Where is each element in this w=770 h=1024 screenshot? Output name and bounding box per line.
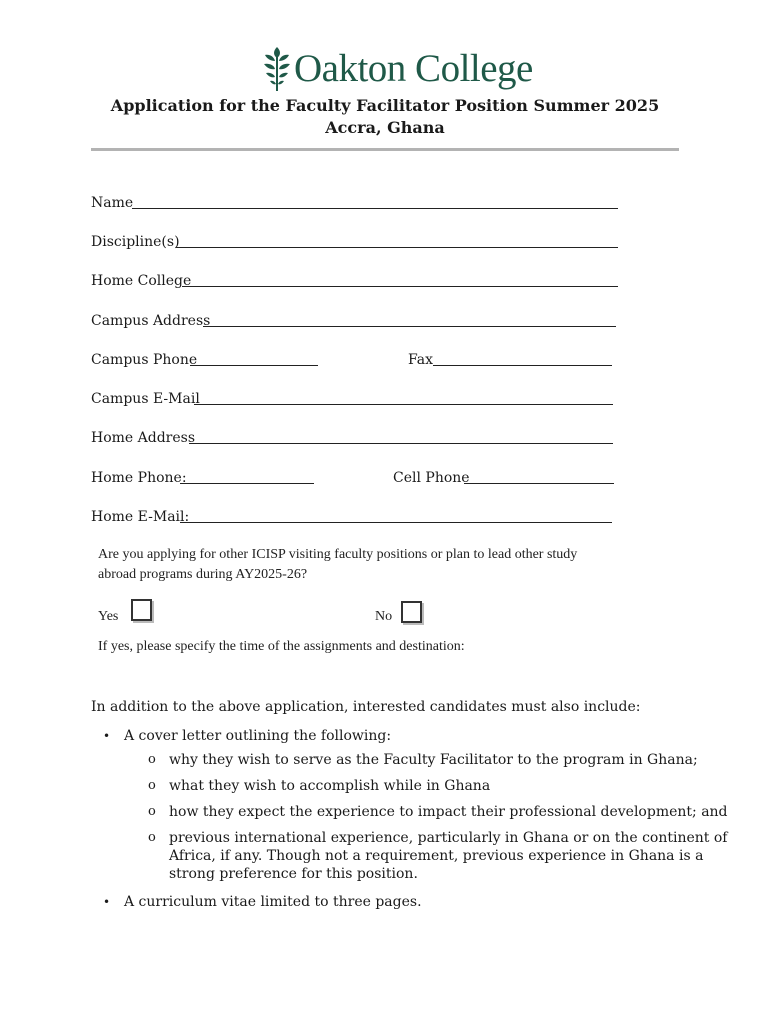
sub-bullet-marker: o — [148, 778, 156, 793]
yes-label: Yes — [98, 609, 119, 624]
campus-phone-label: Campus Phone — [91, 352, 198, 368]
campus-address-field[interactable] — [203, 326, 616, 327]
sub-item-what: what they wish to accomplish while in Ghana — [169, 778, 491, 794]
sub-item-previous-line-3: strong preference for this position. — [169, 866, 418, 882]
campus-email-field[interactable] — [194, 404, 613, 405]
header-divider — [91, 148, 679, 151]
sub-item-why: why they wish to serve as the Faculty Facilitator to the program in Ghana; — [169, 752, 698, 768]
sub-bullet-marker: o — [148, 804, 156, 819]
oak-leaf-icon — [262, 45, 292, 93]
home-email-field[interactable] — [180, 522, 612, 523]
sub-item-previous-line-1: previous international experience, particularly in Ghana or on the continent of — [169, 830, 728, 846]
no-checkbox[interactable] — [401, 601, 422, 623]
home-phone-field[interactable] — [180, 483, 314, 484]
fax-field[interactable] — [433, 365, 612, 366]
name-label: Name — [91, 195, 134, 211]
cell-phone-label: Cell Phone — [393, 470, 470, 486]
question-line-2: abroad programs during AY2025-26? — [98, 567, 308, 582]
sub-bullet-marker: o — [148, 830, 156, 845]
yes-checkbox[interactable] — [131, 599, 152, 621]
followup-question: If yes, please specify the time of the assignments and destination: — [98, 639, 465, 654]
home-college-field[interactable] — [182, 286, 618, 287]
sub-item-previous-line-2: Africa, if any. Though not a requirement, previous experience in Ghana is a — [169, 848, 704, 864]
sub-bullet-marker: o — [148, 752, 156, 767]
home-address-label: Home Address — [91, 430, 196, 446]
sub-item-how: how they expect the experience to impact their professional development; and — [169, 804, 728, 820]
fax-label: Fax — [408, 352, 434, 368]
discipline-field[interactable] — [176, 247, 618, 248]
form-location: Accra, Ghana — [325, 118, 445, 137]
college-logo — [262, 44, 533, 94]
home-college-label: Home College — [91, 273, 192, 289]
home-email-label: Home E-Mail: — [91, 509, 190, 525]
requirements-intro: In addition to the above application, interested candidates must also include: — [91, 699, 641, 715]
name-field[interactable] — [132, 208, 618, 209]
home-phone-label: Home Phone: — [91, 470, 187, 486]
bullet-marker: • — [103, 895, 111, 909]
campus-address-label: Campus Address — [91, 313, 211, 329]
logo-wordmark: Oakton College — [294, 47, 533, 90]
campus-email-label: Campus E-Mail — [91, 391, 200, 407]
no-label: No — [375, 609, 393, 624]
question-line-1: Are you applying for other ICISP visiting faculty positions or plan to lead other study — [98, 547, 578, 562]
cell-phone-field[interactable] — [464, 483, 614, 484]
campus-phone-field[interactable] — [190, 365, 318, 366]
bullet-marker: • — [103, 729, 111, 743]
form-title: Application for the Faculty Facilitator Position Summer 2025 — [110, 96, 660, 115]
home-address-field[interactable] — [189, 443, 613, 444]
discipline-label: Discipline(s) — [91, 234, 180, 250]
cv-item: A curriculum vitae limited to three pages. — [124, 894, 422, 910]
cover-letter-item: A cover letter outlining the following: — [124, 728, 392, 744]
